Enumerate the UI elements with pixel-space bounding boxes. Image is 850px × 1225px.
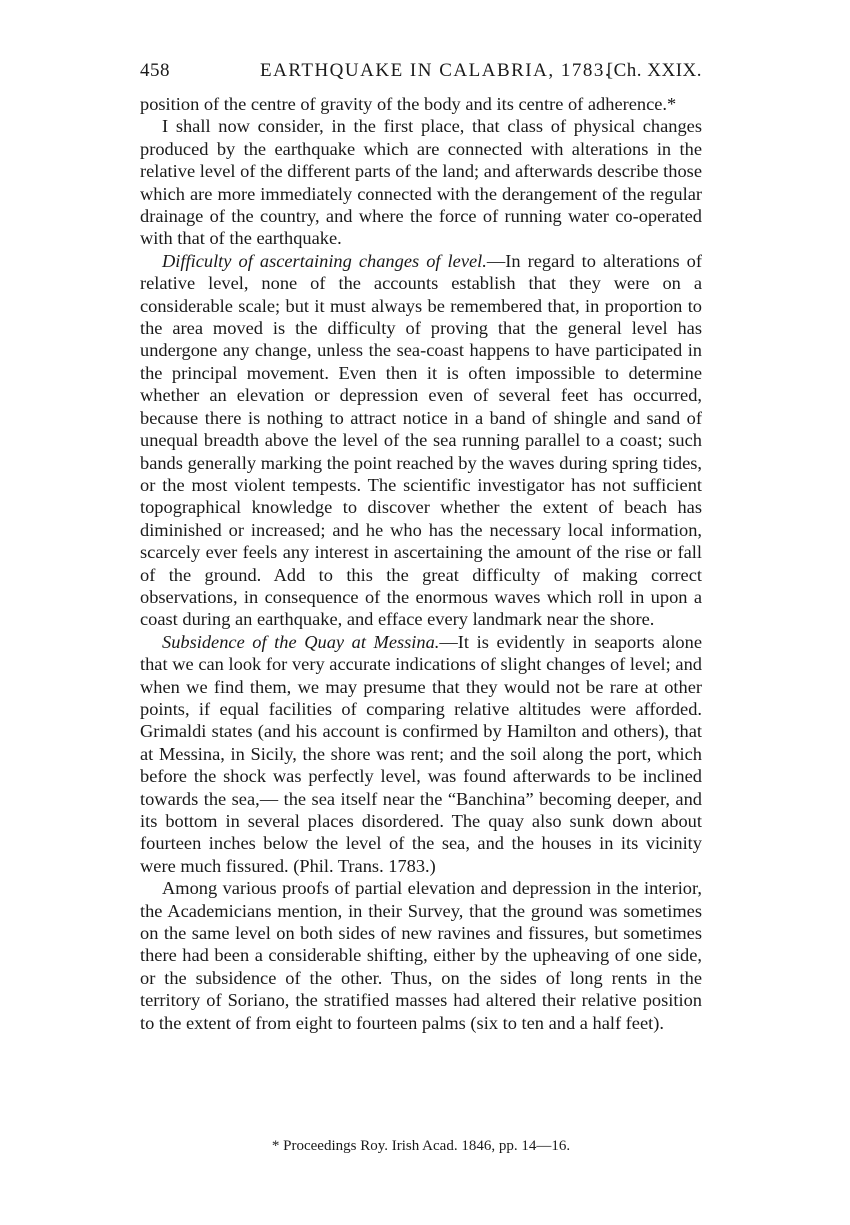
footnote: * Proceedings Roy. Irish Acad. 1846, pp. 14—16. xyxy=(271,1138,571,1154)
page-number: 458 xyxy=(140,60,170,81)
page-header xyxy=(140,60,702,90)
body-text xyxy=(140,93,702,1034)
chapter-label: [Ch. XXIX. xyxy=(606,60,702,81)
paragraph-physical-changes: I shall now consider, in the first place, that class of physical changes produced by the earthquake which are connected with alterations in the relative level of the different parts of the land; and afterwards describe those which are more immediately connected with the derangement of the regular drainage of the country, and where the force of running water co-operated with that of the earthquake. xyxy=(140,116,702,249)
paragraph-partial-elevation: Among various proofs of partial elevation and depression in the interior, the Academicians mention, in their Survey, that the ground was sometimes on the same level on both sides of new ravines and fissures, but sometimes there had been a considerable shifting, either by the upheaving of one side, or the subsidence of the other. Thus, on the sides of long rents in the territory of Soriano, the stratified masses had altered their relative position to the extent of from eight to fourteen palms (six to ten and a half feet). xyxy=(140,878,702,1033)
section-heading: Difficulty of ascertaining changes of level. xyxy=(162,250,487,271)
paragraph-changes-of-level: Difficulty of ascertaining changes of level.—In regard to alterations of relative level, none of the accounts establish that they were on a considerable scale; but it must always be remembered that, in proportion to the area moved is the difficulty of proving that the general level has undergone any change, unless the sea-coast happens to have participated in the principal movement. Even then it is often impossible to determine whether an elevation or depression even of several feet has occurred, because there is nothing to attract notice in a band of shingle and sand of unequal breadth above the level of the sea running parallel to a coast; such bands generally marking the point reached by the waves during spring tides, or the most violent tempests. The scientific investigator has not sufficient topographical knowledge to discover whether the extent of beach has diminished or increased; and he who has the necessary local information, scarcely ever feels any interest in ascertaining the amount of the rise or fall of the ground. Add to this the great difficulty of making correct observations, in consequence of the enormous waves which roll in upon a coast during an earthquake, and efface every landmark near the shore. xyxy=(140,250,702,630)
paragraph-quay-messina: Subsidence of the Quay at Messina.—It is evidently in seaports alone that we can look for very accurate indications of slight changes of level; and when we find them, we may presume that they would not be rare at other points, if equal facilities of comparing relative altitudes were afforded. Grimaldi states (and his account is confirmed by Hamilton and others), that at Messina, in Sicily, the shore was rent; and the soil along the port, which before the shock was perfectly level, was found afterwards to be inclined towards the sea,— the sea itself near the “Banchina” becoming deeper, and its bottom in several places disordered. The quay also sunk down about fourteen inches below the level of the sea, and the houses in its vicinity were much fissured. (Phil. Trans. 1783.) xyxy=(140,631,702,876)
section-heading: Subsidence of the Quay at Messina. xyxy=(162,631,440,652)
citation: (Phil. Trans. 1783.) xyxy=(293,855,436,876)
paragraph-continuation: position of the centre of gravity of the body and its centre of adherence.* xyxy=(140,94,677,114)
running-title: EARTHQUAKE IN CALABRIA, 1783. xyxy=(260,60,612,81)
